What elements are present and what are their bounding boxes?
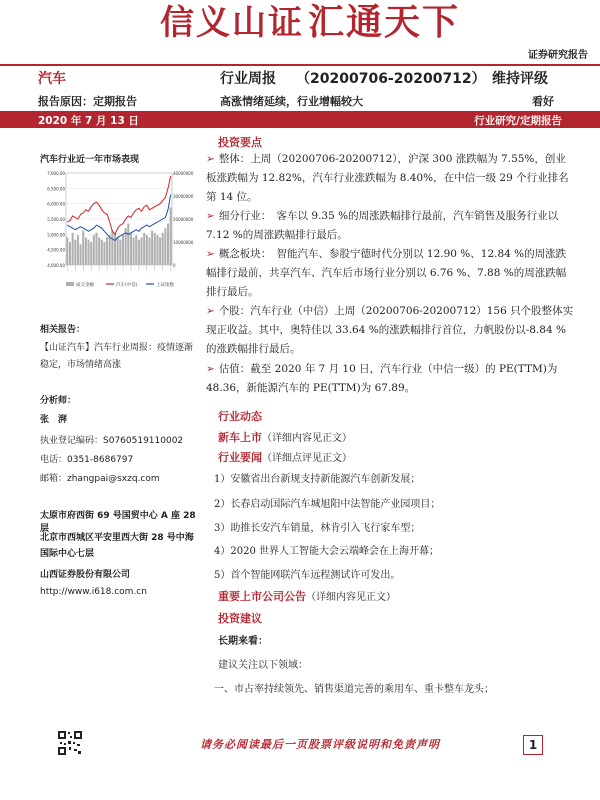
suggest-label: 建议关注以下领域：	[218, 660, 308, 671]
volume-bar	[141, 237, 143, 265]
industry-news-section: 行业要闻（详细点评见正文）	[218, 451, 352, 464]
volume-bar	[85, 237, 87, 265]
y-right-tick-label: 10000000	[173, 240, 194, 245]
qr-code-icon	[57, 730, 83, 756]
volume-bar	[90, 242, 92, 265]
volume-bar	[69, 242, 71, 265]
analyst-name: 张 湃	[40, 415, 68, 425]
y-left-tick-label: 6,500.00	[47, 186, 65, 192]
news-item: 4）2020 世界人工智能大会云端峰会在上海开幕；	[214, 546, 439, 557]
market-chart	[40, 167, 198, 292]
company-website[interactable]: http://www.i618.com.cn	[40, 587, 147, 597]
cert-code: 执业登记编码：S0760519110002	[40, 436, 184, 446]
bullet-segment: ➢ 细分行业： 客车以 9.35 %的周涨跌幅排行最前，汽车销售及服务行业以 7.12 %的周涨跌幅排行最后。	[206, 210, 559, 241]
investment-advice-title: 投资建议	[218, 612, 262, 625]
news-item: 5）首个智能网联汽车远程测试许可发出。	[214, 570, 401, 581]
page-number: 1	[523, 735, 543, 755]
y-left-tick-label: 7,000.00	[47, 171, 65, 176]
address-taiyuan: 太原市府西街 69 号国贸中心 A 座 28 层	[40, 511, 196, 534]
bullet-concept: ➢ 概念板块： 智能汽车、参股宁德时代分别以 12.90 %、12.84 %的周涨跌幅排行最前，共享汽车、汽车后市场行业分别以 6.76 %、7.88 %的周涨跌幅排行最后。	[206, 248, 567, 298]
bullet-overall: ➢ 整体：上周（20200706-20200712），沪深 300 涨跌幅为 7.55%，创业板涨跌幅为 12.82%，汽车行业涨跌幅为 8.40%，在中信一级 29 个行业排名第 14 位。	[206, 153, 569, 203]
volume-bar	[162, 233, 164, 265]
volume-bar	[82, 231, 84, 266]
bullet-arrow-icon: ➢	[206, 248, 215, 260]
volume-bar	[80, 244, 82, 265]
related-report-link[interactable]: 【山证汽车】汽车行业周报：疫情逐渐稳定，市场情绪高涨	[40, 343, 194, 370]
volume-bar	[133, 237, 135, 265]
volume-bar	[138, 240, 140, 265]
volume-bar	[74, 240, 76, 265]
date-bar	[0, 111, 600, 128]
volume-bar	[106, 237, 108, 265]
volume-bar	[135, 235, 137, 265]
volume-bar	[159, 237, 161, 265]
y-left-tick-label: 6,000.00	[47, 201, 65, 207]
report-category: 行业研究/定期报告	[474, 115, 562, 127]
volume-bar	[122, 235, 124, 265]
volume-bar	[154, 233, 156, 265]
volume-bar	[95, 233, 97, 265]
volume-bar	[77, 235, 79, 265]
long-term-label: 长期来看：	[218, 636, 268, 647]
volume-bar	[156, 235, 158, 265]
header-divider	[0, 64, 600, 66]
chart-title: 汽车行业近一年市场表现	[40, 155, 140, 165]
volume-bar	[114, 233, 116, 265]
report-headline: 高涨情绪延续，行业增幅较大	[220, 95, 363, 108]
volume-bar	[88, 240, 90, 265]
y-left-tick-label: 4,500.00	[47, 247, 65, 253]
y-left-tick-label: 5,000.00	[47, 232, 65, 238]
announcements-section: 重要上市公司公告（详细内容见正文）	[218, 590, 396, 603]
volume-bar	[119, 240, 121, 265]
news-item: 1）安徽省出台新规支持新能源汽车创新发展；	[214, 474, 421, 485]
market-chart-svg	[40, 167, 198, 292]
bullet-valuation: ➢ 估值：截至 2020 年 7 月 10 日，汽车行业（中信一级）的 PE(TTM)为 48.36，新能源汽车的 PE(TTM)为 67.89。	[206, 363, 558, 394]
volume-bar	[117, 237, 119, 265]
legend-label: 成交金额	[76, 283, 94, 288]
news-item: 2）长春启动国际汽车城旭阳中法智能产业园项目；	[214, 499, 441, 510]
rating-label: 维持评级	[492, 71, 548, 87]
y-left-tick-label: 4,000.00	[47, 263, 65, 268]
invest-highlights-title: 投资要点	[218, 136, 262, 149]
disclaimer-link[interactable]: 请务必阅读最后一页股票评级说明和免责声明	[200, 738, 440, 751]
volume-bar	[148, 237, 150, 265]
volume-bar	[101, 240, 103, 265]
legend-swatch	[66, 282, 74, 286]
volume-bar	[143, 233, 145, 265]
brand-subtitle: 证券研究报告	[528, 50, 588, 61]
volume-bar	[146, 235, 148, 265]
volume-bar	[98, 237, 100, 265]
industry-dynamics-title: 行业动态	[218, 410, 262, 423]
volume-bar	[66, 237, 68, 265]
analyst-email[interactable]: 邮箱：zhangpai@sxzq.com	[40, 474, 160, 484]
bullet-stocks: ➢ 个股：汽车行业（中信）上周（20200706-20200712）156 只个股整体实现正收益。其中，奥特佳以 33.64 %的涨跌幅排行首位，力帆股份以-8.84 %的涨跌幅排行最后。	[206, 305, 574, 355]
volume-bar	[93, 235, 95, 265]
y-right-tick-label: 30000000	[173, 194, 194, 199]
report-period: （20200706-20200712）	[296, 71, 486, 87]
new-car-section: 新车上市（详细内容见正文）	[218, 431, 352, 444]
volume-bar	[151, 231, 153, 266]
bullet-arrow-icon: ➢	[206, 210, 215, 222]
y-right-tick-label: 20000000	[173, 217, 194, 222]
related-label: 相关报告：	[40, 325, 86, 335]
suggest-item: 一、市占率持续领先、销售渠道完善的乘用车、重卡整车龙头；	[214, 684, 494, 695]
news-item: 3）助推长安汽车销量，林肯引入飞行家车型；	[214, 523, 421, 534]
company-name: 山西证券股份有限公司	[40, 570, 131, 580]
volume-bar	[111, 231, 113, 266]
volume-bar	[72, 233, 74, 265]
analyst-phone: 电话：0351-8686797	[40, 455, 134, 465]
volume-bar	[109, 235, 111, 265]
brand-logo: 信义山证 汇通天下	[160, 1, 461, 43]
address-beijing: 北京市西城区平安里西大街 28 号中海国际中心七层	[40, 533, 194, 559]
y-right-tick-label: 0	[173, 263, 176, 268]
industry-label: 汽车	[38, 71, 66, 87]
legend-label: 上证指数	[156, 283, 174, 288]
analyst-label: 分析师：	[40, 396, 77, 406]
volume-bar	[130, 233, 132, 265]
report-type: 行业周报	[220, 71, 276, 87]
report-reason: 报告原因：定期报告	[38, 95, 137, 108]
volume-bar	[167, 224, 169, 265]
y-left-tick-label: 5,500.00	[47, 217, 65, 222]
report-date: 2020 年 7 月 13 日	[38, 115, 139, 127]
bullet-arrow-icon: ➢	[206, 363, 215, 375]
bullet-arrow-icon: ➢	[206, 153, 215, 165]
volume-bar	[170, 208, 172, 266]
volume-bar	[164, 228, 166, 265]
rating-value: 看好	[532, 95, 554, 108]
y-right-tick-label: 40000000	[173, 171, 194, 176]
legend-label: 汽车(中信)	[116, 283, 138, 288]
volume-bar	[103, 242, 105, 265]
volume-bar	[127, 224, 129, 265]
bullet-arrow-icon: ➢	[206, 305, 215, 317]
